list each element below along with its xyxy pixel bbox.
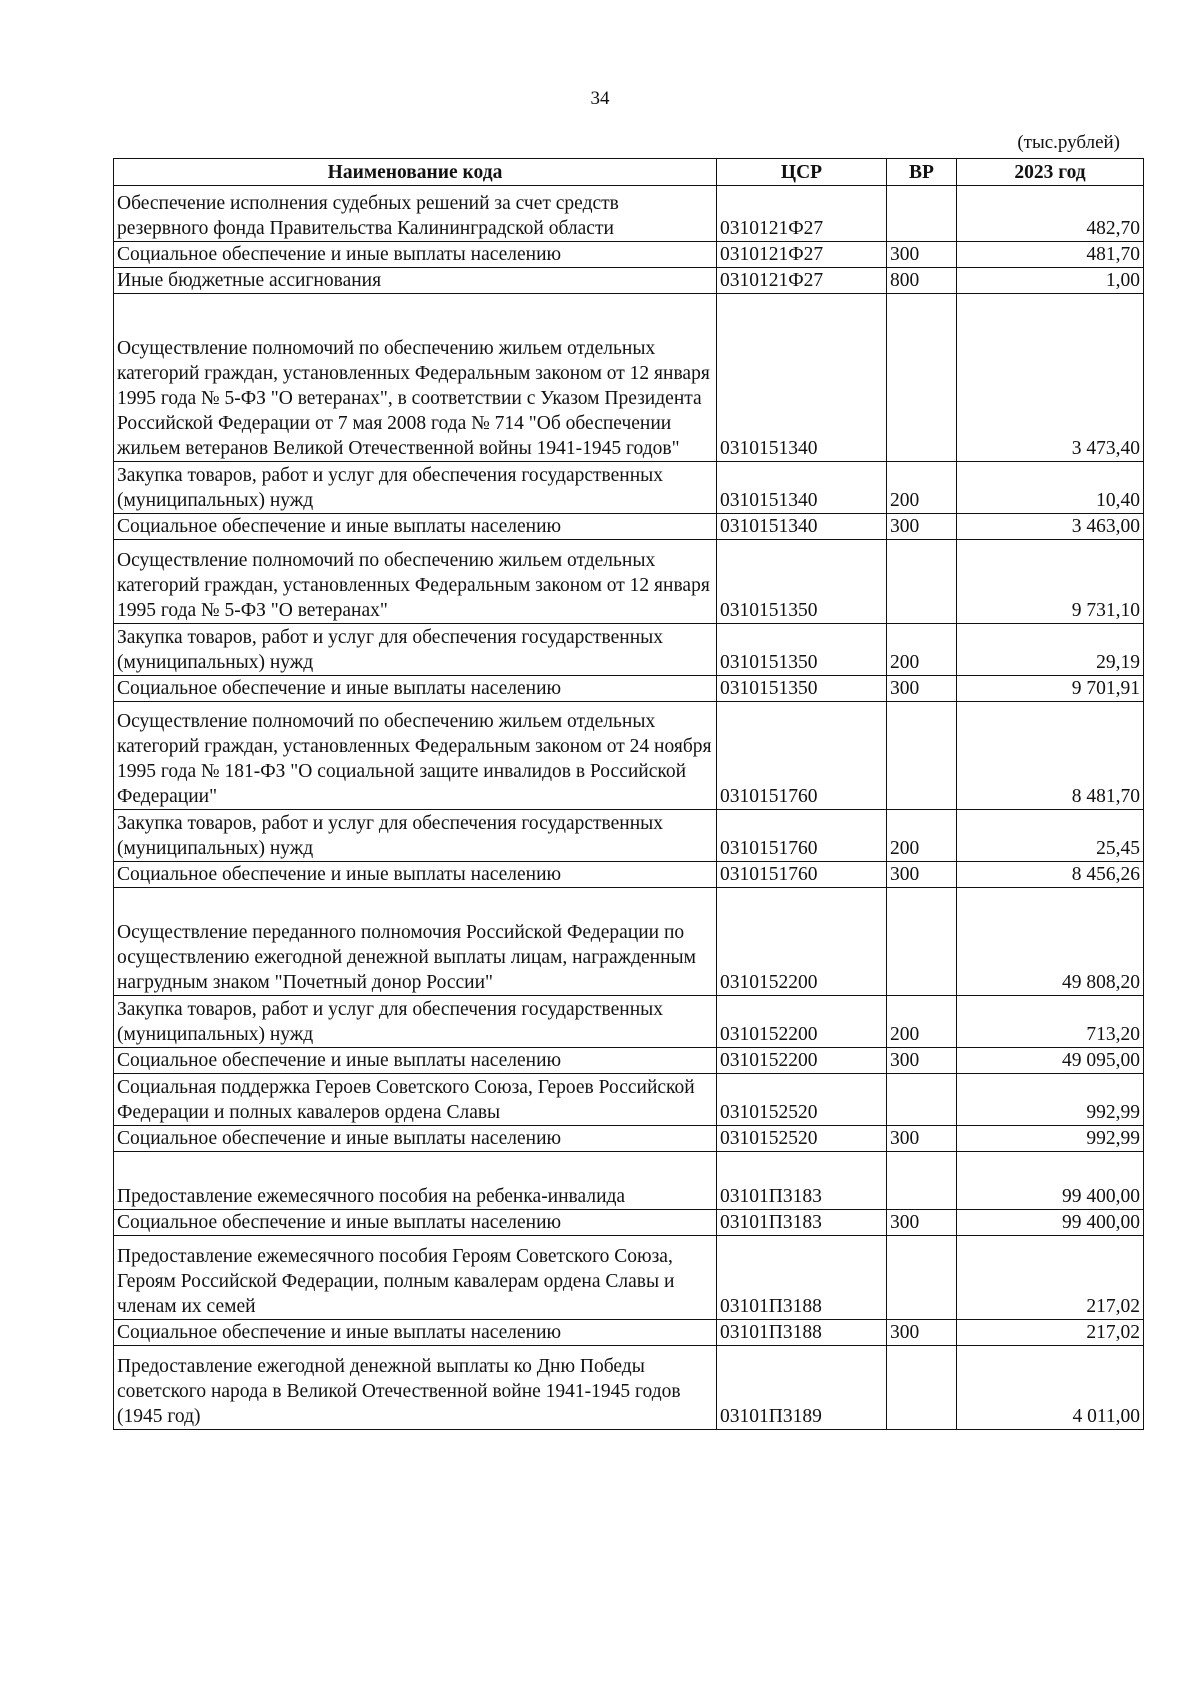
row-vr-cell: 200 — [887, 462, 957, 514]
row-amount-cell: 992,99 — [957, 1126, 1144, 1152]
row-vr-cell: 800 — [887, 268, 957, 294]
row-name-cell: Предоставление ежемесячного пособия Героям Советского Союза, Героям Российской Федерации, полным кавалерам ордена Славы и членам их семей — [114, 1236, 717, 1320]
row-vr-cell — [887, 540, 957, 624]
table-header — [114, 159, 1144, 186]
row-vr-cell: 300 — [887, 1048, 957, 1074]
row-name-cell: Предоставление ежегодной денежной выплаты ко Дню Победы советского народа в Великой Отечественной войне 1941-1945 годов (1945 год) — [114, 1346, 717, 1430]
table-row — [114, 294, 1144, 462]
row-amount-cell: 25,45 — [957, 810, 1144, 862]
row-amount-cell: 49 808,20 — [957, 888, 1144, 996]
row-name-cell: Социальное обеспечение и иные выплаты населению — [114, 1048, 717, 1074]
row-csr-cell: 0310152520 — [717, 1126, 887, 1152]
row-name-cell: Осуществление полномочий по обеспечению жильем отдельных категорий граждан, установленных Федеральным законом от 12 января 1995 года № 5-ФЗ "О ветеранах", в соответствии с Указом Президента Российской Федерации от 7 мая 2008 года № 714 "Об обеспечении жильем ветеранов Великой Отечественной войны 1941-1945 годов" — [114, 294, 717, 462]
table-row — [114, 1346, 1144, 1430]
row-csr-cell: 0310151760 — [717, 810, 887, 862]
row-vr-cell — [887, 1346, 957, 1430]
table-row — [114, 862, 1144, 888]
row-amount-cell: 3 463,00 — [957, 514, 1144, 540]
units-label: (тыс.рублей) — [1017, 132, 1120, 153]
row-amount-cell: 99 400,00 — [957, 1152, 1144, 1210]
table-row — [114, 1210, 1144, 1236]
row-csr-cell: 0310121Ф27 — [717, 186, 887, 242]
row-name-cell: Социальная поддержка Героев Советского Союза, Героев Российской Федерации и полных кавалеров ордена Славы — [114, 1074, 717, 1126]
row-csr-cell: 0310152200 — [717, 1048, 887, 1074]
table-row — [114, 462, 1144, 514]
row-name-cell: Социальное обеспечение и иные выплаты населению — [114, 676, 717, 702]
row-amount-cell: 992,99 — [957, 1074, 1144, 1126]
row-vr-cell: 300 — [887, 514, 957, 540]
row-csr-cell: 0310121Ф27 — [717, 242, 887, 268]
row-csr-cell: 0310151760 — [717, 702, 887, 810]
header-vr: ВР — [887, 159, 957, 186]
row-csr-cell: 0310151340 — [717, 294, 887, 462]
row-vr-cell: 300 — [887, 676, 957, 702]
table-row — [114, 514, 1144, 540]
row-amount-cell: 49 095,00 — [957, 1048, 1144, 1074]
page-number: 34 — [590, 88, 610, 109]
row-csr-cell: 0310151350 — [717, 624, 887, 676]
table-row — [114, 1320, 1144, 1346]
table-row — [114, 996, 1144, 1048]
row-vr-cell: 200 — [887, 624, 957, 676]
row-csr-cell: 03101П3183 — [717, 1210, 887, 1236]
row-name-cell: Закупка товаров, работ и услуг для обеспечения государственных (муниципальных) нужд — [114, 462, 717, 514]
row-amount-cell: 29,19 — [957, 624, 1144, 676]
table-row — [114, 888, 1144, 996]
row-vr-cell: 300 — [887, 862, 957, 888]
table-row — [114, 186, 1144, 242]
header-name: Наименование кода — [114, 159, 717, 186]
row-csr-cell: 03101П3188 — [717, 1236, 887, 1320]
row-vr-cell — [887, 1152, 957, 1210]
table-row — [114, 242, 1144, 268]
row-amount-cell: 8 456,26 — [957, 862, 1144, 888]
row-vr-cell: 300 — [887, 1210, 957, 1236]
row-vr-cell — [887, 294, 957, 462]
row-name-cell: Социальное обеспечение и иные выплаты населению — [114, 1320, 717, 1346]
row-csr-cell: 0310152200 — [717, 888, 887, 996]
row-csr-cell: 0310151340 — [717, 462, 887, 514]
row-csr-cell: 0310151340 — [717, 514, 887, 540]
row-name-cell: Предоставление ежемесячного пособия на ребенка-инвалида — [114, 1152, 717, 1210]
table-row — [114, 1152, 1144, 1210]
row-vr-cell — [887, 186, 957, 242]
row-name-cell: Социальное обеспечение и иные выплаты населению — [114, 242, 717, 268]
table-row — [114, 810, 1144, 862]
table-body — [114, 186, 1144, 1430]
row-name-cell: Закупка товаров, работ и услуг для обеспечения государственных (муниципальных) нужд — [114, 996, 717, 1048]
row-vr-cell: 200 — [887, 810, 957, 862]
row-amount-cell: 713,20 — [957, 996, 1144, 1048]
budget-table — [113, 158, 1144, 1430]
row-vr-cell — [887, 1236, 957, 1320]
row-vr-cell — [887, 888, 957, 996]
row-csr-cell: 0310151760 — [717, 862, 887, 888]
row-amount-cell: 481,70 — [957, 242, 1144, 268]
row-vr-cell: 300 — [887, 242, 957, 268]
row-amount-cell: 99 400,00 — [957, 1210, 1144, 1236]
table-row — [114, 540, 1144, 624]
row-amount-cell: 1,00 — [957, 268, 1144, 294]
table-row — [114, 1074, 1144, 1126]
row-csr-cell: 03101П3189 — [717, 1346, 887, 1430]
row-name-cell: Осуществление полномочий по обеспечению жильем отдельных категорий граждан, установленных Федеральным законом от 12 января 1995 года № 5-ФЗ "О ветеранах" — [114, 540, 717, 624]
row-csr-cell: 0310152520 — [717, 1074, 887, 1126]
header-amount: 2023 год — [957, 159, 1144, 186]
row-vr-cell — [887, 1074, 957, 1126]
row-amount-cell: 8 481,70 — [957, 702, 1144, 810]
row-name-cell: Обеспечение исполнения судебных решений за счет средств резервного фонда Правительства Калининградской области — [114, 186, 717, 242]
row-amount-cell: 9 731,10 — [957, 540, 1144, 624]
row-name-cell: Закупка товаров, работ и услуг для обеспечения государственных (муниципальных) нужд — [114, 810, 717, 862]
table-row — [114, 1048, 1144, 1074]
table-row — [114, 1126, 1144, 1152]
table-row — [114, 1236, 1144, 1320]
table-row — [114, 268, 1144, 294]
row-name-cell: Осуществление полномочий по обеспечению жильем отдельных категорий граждан, установленных Федеральным законом от 24 ноября 1995 года № 181-ФЗ "О социальной защите инвалидов в Российской Федерации" — [114, 702, 717, 810]
row-name-cell: Осуществление переданного полномочия Российской Федерации по осуществлению ежегодной денежной выплаты лицам, награжденным нагрудным знаком "Почетный донор России" — [114, 888, 717, 996]
row-csr-cell: 0310151350 — [717, 540, 887, 624]
row-csr-cell: 0310121Ф27 — [717, 268, 887, 294]
header-csr: ЦСР — [717, 159, 887, 186]
table-row — [114, 702, 1144, 810]
row-name-cell: Закупка товаров, работ и услуг для обеспечения государственных (муниципальных) нужд — [114, 624, 717, 676]
row-vr-cell: 300 — [887, 1320, 957, 1346]
row-name-cell: Социальное обеспечение и иные выплаты населению — [114, 1210, 717, 1236]
row-amount-cell: 482,70 — [957, 186, 1144, 242]
row-vr-cell: 300 — [887, 1126, 957, 1152]
row-amount-cell: 217,02 — [957, 1236, 1144, 1320]
row-vr-cell — [887, 702, 957, 810]
header-row — [114, 159, 1144, 186]
row-vr-cell: 200 — [887, 996, 957, 1048]
row-name-cell: Социальное обеспечение и иные выплаты населению — [114, 514, 717, 540]
table-row — [114, 624, 1144, 676]
row-csr-cell: 0310151350 — [717, 676, 887, 702]
row-amount-cell: 217,02 — [957, 1320, 1144, 1346]
row-csr-cell: 03101П3183 — [717, 1152, 887, 1210]
row-name-cell: Социальное обеспечение и иные выплаты населению — [114, 1126, 717, 1152]
row-amount-cell: 4 011,00 — [957, 1346, 1144, 1430]
row-amount-cell: 10,40 — [957, 462, 1144, 514]
row-amount-cell: 9 701,91 — [957, 676, 1144, 702]
row-name-cell: Социальное обеспечение и иные выплаты населению — [114, 862, 717, 888]
row-csr-cell: 03101П3188 — [717, 1320, 887, 1346]
row-amount-cell: 3 473,40 — [957, 294, 1144, 462]
table-row — [114, 676, 1144, 702]
row-csr-cell: 0310152200 — [717, 996, 887, 1048]
row-name-cell: Иные бюджетные ассигнования — [114, 268, 717, 294]
